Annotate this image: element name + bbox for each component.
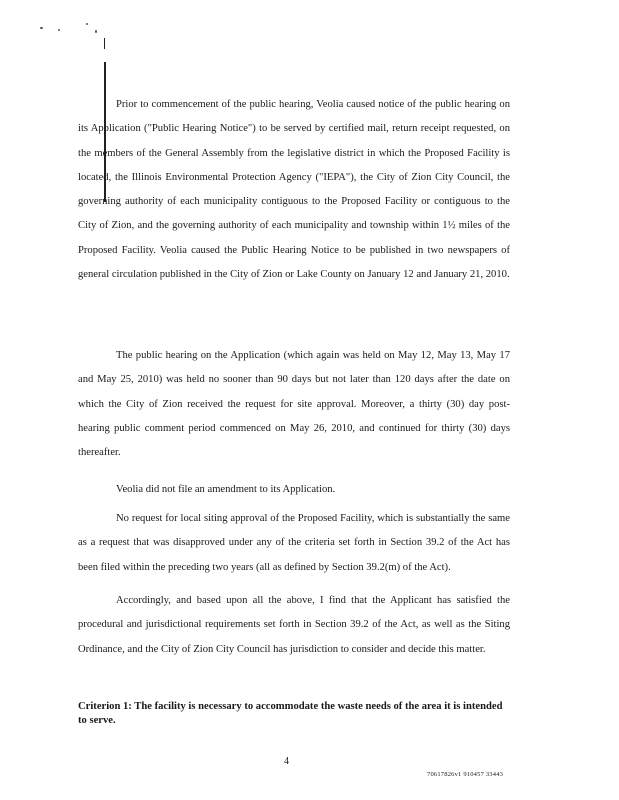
scan-speck [95, 30, 97, 33]
paragraph-public-hearing-notice: Prior to commencement of the public hearing, Veolia caused notice of the public hearing on its Application ("Public Hearing Notice") to be served by certified mail, return receipt requested, on the members of the General Assembly from the legislative district in which the Proposed Facility is located, the Illinois Environmental Protection Agency ("IEPA"), the City of Zion City Council, the governing authority of each municipality contiguous to the Proposed Facility or contiguous to the City of Zion, and the governing authority of each municipality and township within 1½ miles of the Proposed Facility. Veolia caused the Public Hearing Notice to be published in two newspapers of general circulation published in the City of Zion or Lake County on January 12 and January 21, 2010. [78, 99, 510, 281]
paragraph-hearing-dates: The public hearing on the Application (which again was held on May 12, May 13, May 17 and May 25, 2010) was held no sooner than 90 days but not later than 120 days after the date on which the City of Zion received the request for site approval. Moreover, a thirty (30) day post-hearing public comment period commenced on May 26, 2010, and continued for thirty (30) days thereafter. [78, 350, 510, 459]
margin-mark [104, 38, 105, 49]
scan-speck [86, 23, 88, 25]
paragraph-no-amendment: Veolia did not file an amendment to its Application. [116, 484, 336, 495]
page-number: 4 [284, 756, 289, 767]
scan-speck [58, 29, 60, 31]
document-id: 70617826v1 910457 33443 [427, 771, 504, 778]
paragraph-findings: Accordingly, and based upon all the above, I find that the Applicant has satisfied the procedural and jurisdictional requirements set forth in Section 39.2 of the Act, as well as the Siting Ordinance, and the City of Zion City Council has jurisdiction to consider and decide this matter. [78, 595, 510, 655]
paragraph-no-prior-request: No request for local siting approval of the Proposed Facility, which is substantially the same as a request that was disapproved under any of the criteria set forth in Section 39.2 of the Act has been filed within the preceding two years (all as defined by Section 39.2(m) of the Act). [78, 513, 510, 573]
criterion-heading: Criterion 1: The facility is necessary to accommodate the waste needs of the area it is intended to serve. [78, 701, 503, 726]
scan-speck [40, 27, 43, 29]
